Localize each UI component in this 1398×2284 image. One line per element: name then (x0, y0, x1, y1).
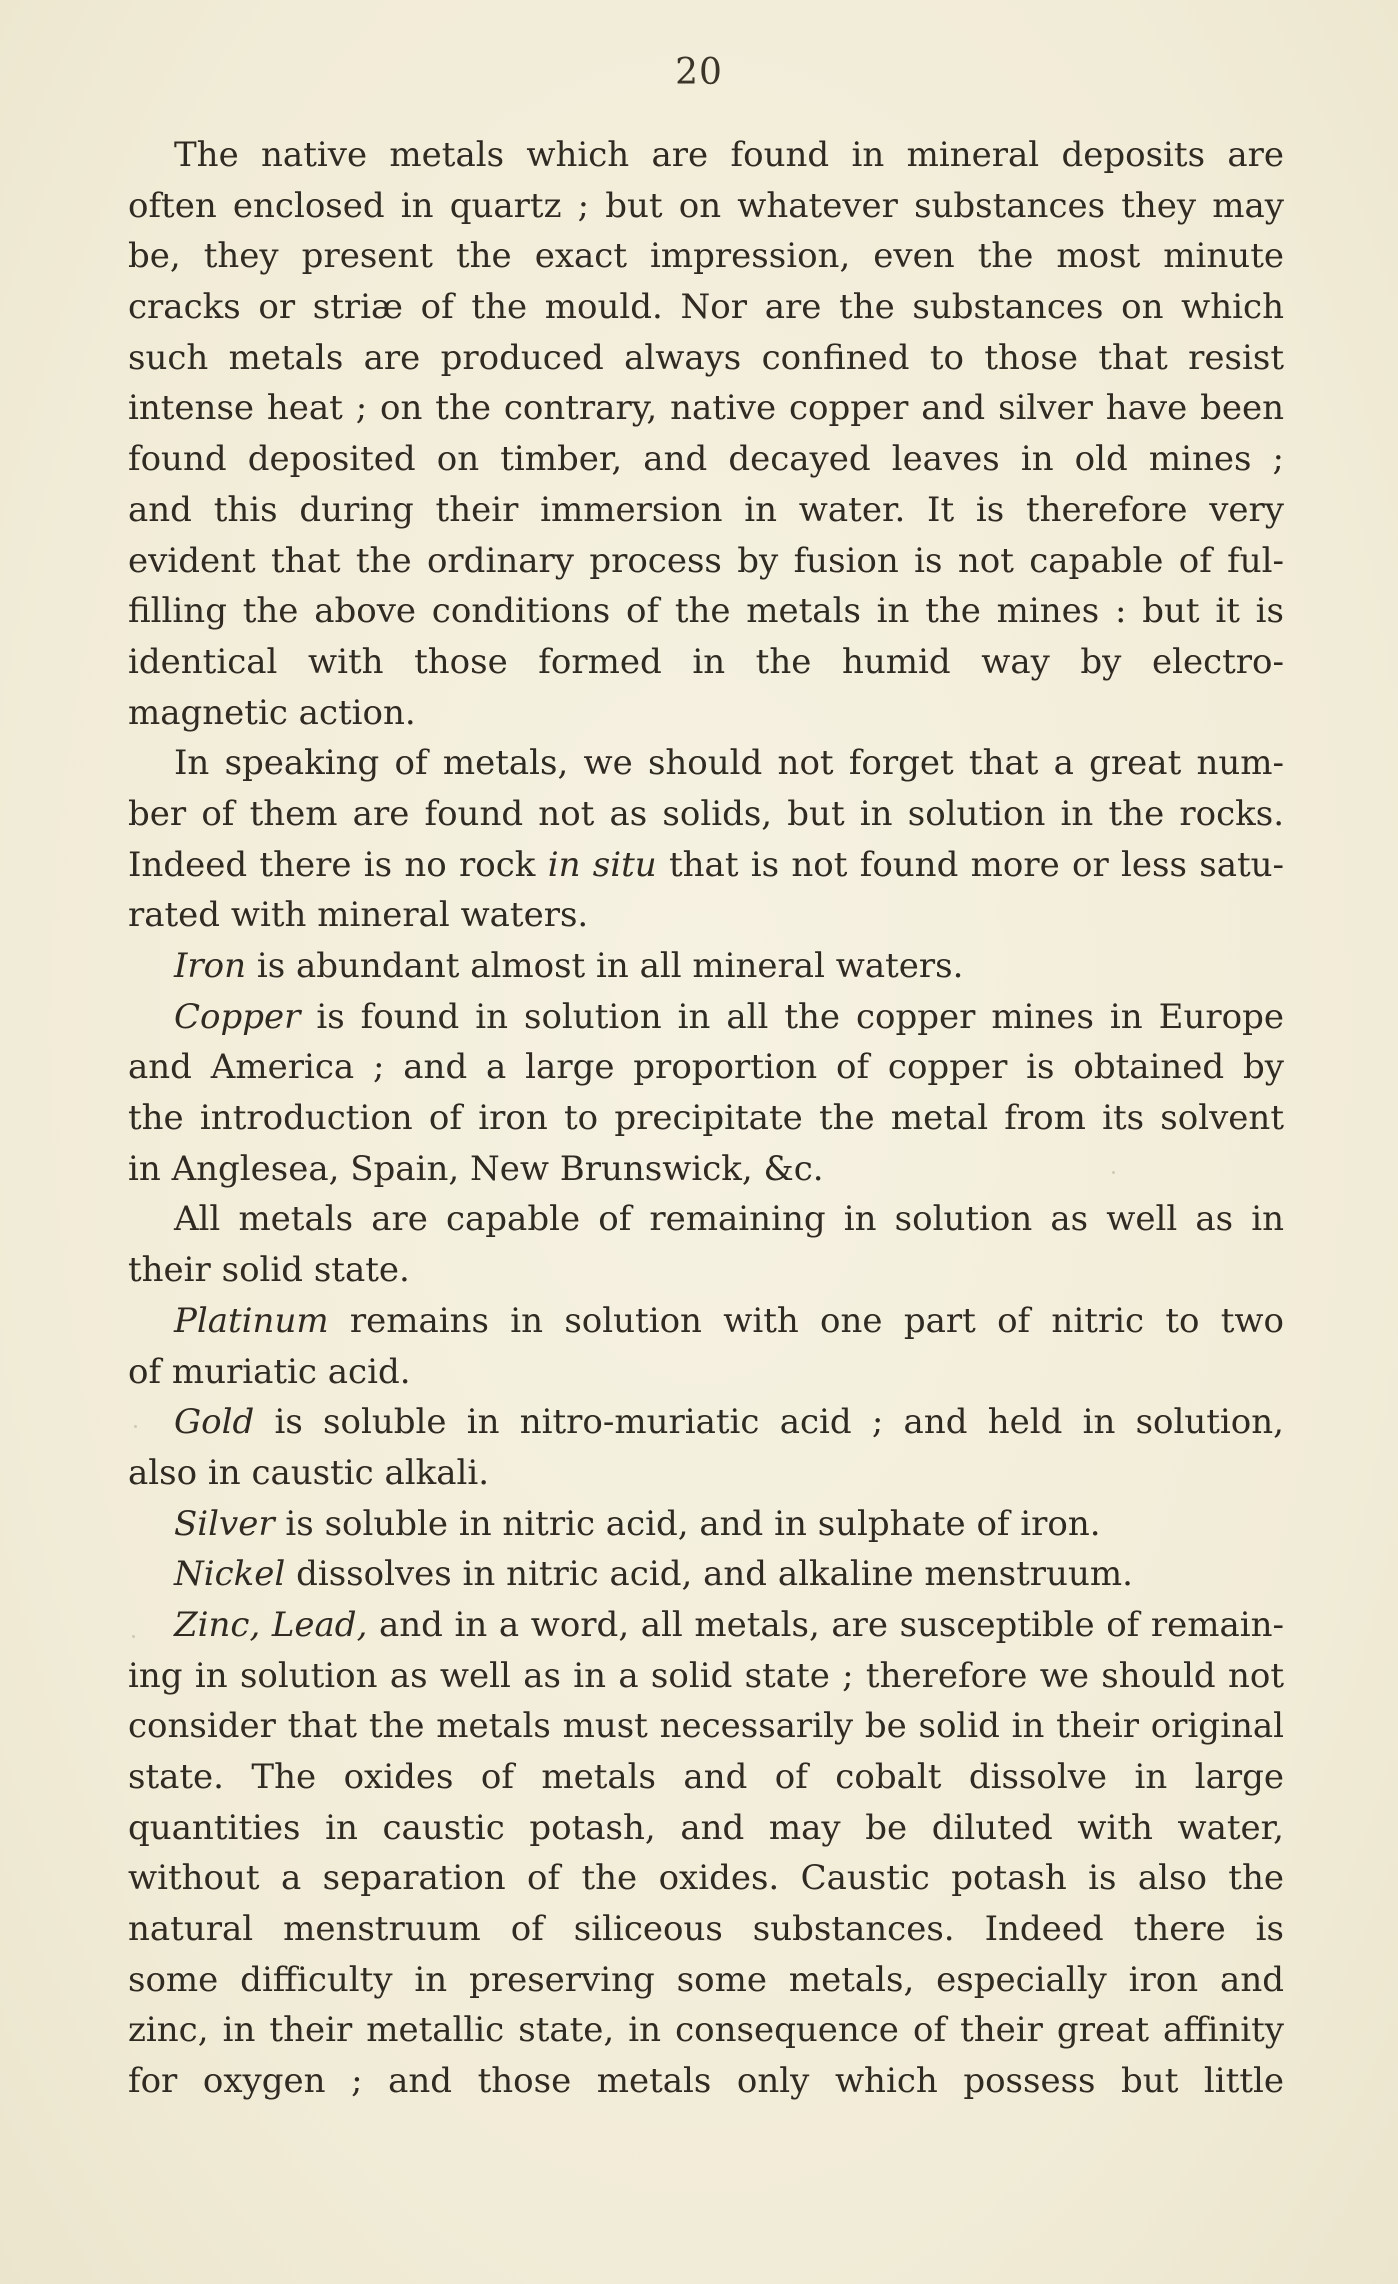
text-line (128, 333, 1284, 384)
text-run: intense heat ; on the contrary, native copper and silver have been (128, 388, 1284, 429)
italic-term: Iron (174, 946, 247, 986)
text-run: is abundant almost in all mineral waters. (246, 946, 964, 986)
text-line (128, 1042, 1284, 1093)
text-run: dissolves in nitric acid, and alkaline menstruum. (285, 1554, 1133, 1595)
text-line (128, 1803, 1284, 1854)
text-run: and this during their immersion in water. It is therefore very (128, 489, 1284, 530)
italic-term: in situ (547, 844, 657, 885)
text-line (128, 1549, 1284, 1600)
text-line (128, 1144, 1284, 1195)
text-line (128, 2005, 1284, 2056)
text-line (128, 789, 1284, 840)
text-run: their solid state. (128, 1250, 410, 1291)
text-run: the introduction of iron to precipitate the metal from its solvent (128, 1098, 1284, 1139)
text-run: natural menstruum of siliceous substances. Indeed there is (128, 1909, 1284, 1950)
page-number: 20 (675, 52, 723, 93)
text-run: without a separation of the oxides. Caustic potash is also the (128, 1858, 1284, 1899)
text-run: consider that the metals must necessarily be solid in their original (128, 1706, 1284, 1747)
text-run: quantities in caustic potash, and may be diluted with water, (128, 1807, 1284, 1848)
italic-term: Zinc, Lead, (174, 1604, 368, 1645)
text-line (128, 1955, 1284, 2006)
text-line (128, 992, 1284, 1043)
text-run: Indeed there is no rock (128, 844, 548, 885)
text-run: ing in solution as well as in a solid state ; therefore we should not (128, 1655, 1284, 1696)
text-run: some difficulty in preserving some metals, especially iron and (128, 1959, 1284, 2000)
text-line (128, 637, 1284, 688)
italic-term: Nickel (174, 1554, 286, 1595)
text-run: The native metals which are found in mineral deposits are (174, 135, 1284, 175)
text-run: such metals are produced always confined to those that resist (128, 337, 1284, 378)
text-line (128, 1904, 1284, 1955)
text-line (128, 1701, 1284, 1752)
text-line (128, 586, 1284, 637)
text-run: for oxygen ; and those metals only which possess but little (128, 2061, 1284, 2102)
italic-term: Platinum (174, 1300, 329, 1341)
text-line (128, 840, 1284, 891)
text-run: In speaking of metals, we should not forget that a great num- (174, 743, 1284, 784)
text-line (128, 1194, 1284, 1245)
text-run: in Anglesea, Spain, New Brunswick, &c. (128, 1148, 824, 1189)
italic-term: Copper (174, 996, 301, 1037)
text-run: cracks or striæ of the mould. Nor are the substances on which (128, 287, 1284, 328)
body-text (128, 130, 1284, 2107)
italic-term: Silver (174, 1503, 275, 1544)
text-line (128, 1651, 1284, 1702)
text-run: rated with mineral waters. (128, 895, 589, 936)
text-run: also in caustic alkali. (128, 1452, 490, 1493)
text-run: found deposited on timber, and decayed leaves in old mines ; (128, 439, 1284, 480)
text-line (128, 1347, 1284, 1398)
text-line (128, 890, 1284, 941)
text-line (128, 485, 1284, 536)
text-line (128, 1752, 1284, 1803)
text-run: ber of them are found not as solids, but in solution in the rocks. (128, 793, 1284, 834)
text-line (128, 1448, 1284, 1499)
text-line (128, 738, 1284, 789)
text-line (128, 688, 1284, 739)
italic-term: Gold (174, 1402, 255, 1443)
paper-speck (132, 1635, 135, 1638)
text-run: filling the above conditions of the metals in the mines : but it is (128, 591, 1284, 632)
text-run: and America ; and a large proportion of copper is obtained by (128, 1047, 1284, 1088)
text-line (128, 434, 1284, 485)
text-run: remains in solution with one part of nitric to two (328, 1300, 1284, 1341)
text-run: that is not found more or less satu- (656, 844, 1284, 885)
paper-speck (1112, 1171, 1115, 1174)
text-run: is found in solution in all the copper mines in Europe (300, 996, 1284, 1037)
text-run: evident that the ordinary process by fusion is not capable of ful- (128, 540, 1284, 581)
text-run: All metals are capable of remaining in solution as well as in (174, 1199, 1284, 1240)
text-line (128, 1296, 1284, 1347)
text-line (128, 536, 1284, 587)
text-run: zinc, in their metallic state, in consequence of their great affinity (128, 2010, 1284, 2051)
text-line (128, 130, 1284, 181)
text-run: is soluble in nitro-muriatic acid ; and held in solution, (254, 1402, 1284, 1443)
text-line (128, 941, 1284, 992)
text-line (128, 1853, 1284, 1904)
text-line (128, 1093, 1284, 1144)
text-run: be, they present the exact impression, even the most minute (128, 236, 1284, 277)
text-run: identical with those formed in the humid way by electro- (128, 641, 1284, 682)
text-line (128, 2056, 1284, 2107)
text-run: of muriatic acid. (128, 1351, 411, 1392)
text-run: often enclosed in quartz ; but on whatever substances they may (128, 185, 1284, 226)
text-line (128, 1600, 1284, 1651)
paper-speck (134, 1425, 137, 1428)
text-run: and in a word, all metals, are susceptible of remain- (367, 1604, 1284, 1645)
text-line (128, 1499, 1284, 1550)
text-line (128, 231, 1284, 282)
text-line (128, 282, 1284, 333)
text-line (128, 383, 1284, 434)
text-run: is soluble in nitric acid, and in sulphate of iron. (274, 1503, 1101, 1544)
text-line (128, 1245, 1284, 1296)
text-line (128, 181, 1284, 232)
text-run: magnetic action. (128, 692, 416, 733)
text-run: state. The oxides of metals and of cobalt dissolve in large (128, 1757, 1284, 1797)
text-line (128, 1397, 1284, 1448)
